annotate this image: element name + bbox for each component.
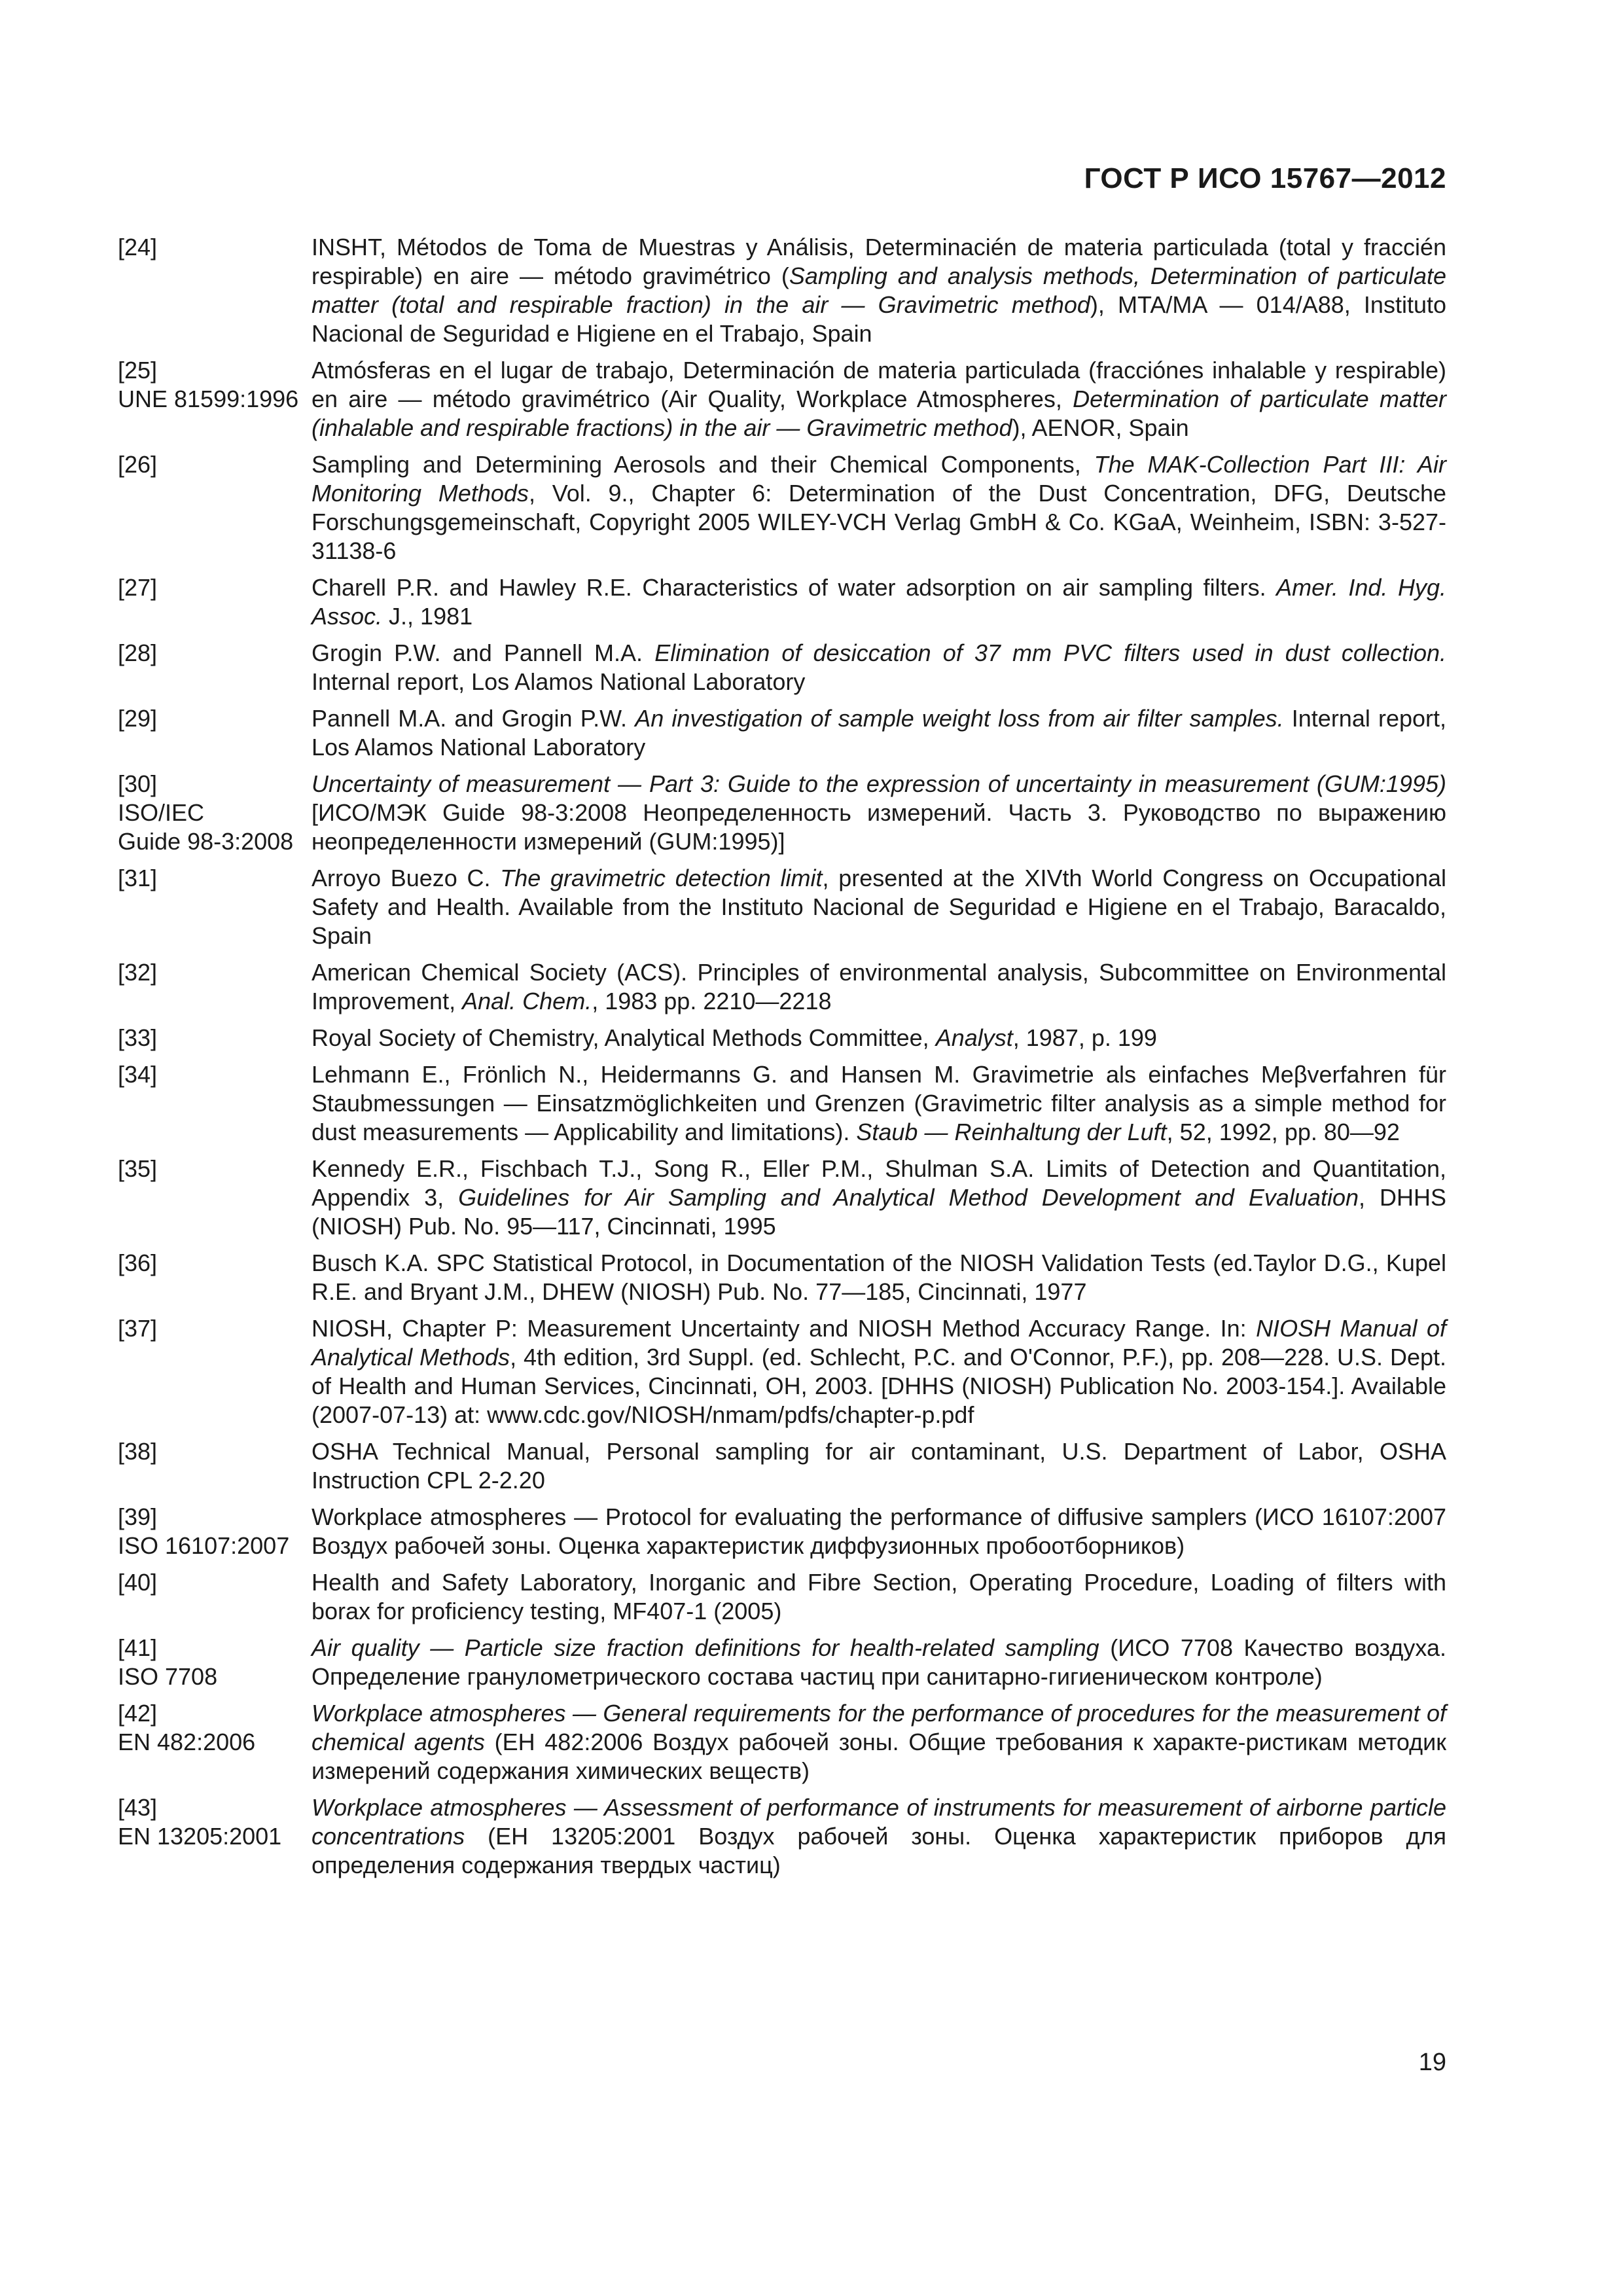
reference-number: [34] <box>118 1061 158 1088</box>
bibliography-entry <box>118 233 1446 348</box>
bibliography-entry <box>118 639 1446 696</box>
bibliography-entry <box>118 356 1446 442</box>
reference-standard-code: ISO 7708 <box>118 1663 218 1690</box>
reference-title-italic: Uncertainty of measurement — Part 3: Guide to the expression of uncertainty in measurement (GUM:1995) <box>312 770 1446 797</box>
bibliography-entry <box>118 958 1446 1016</box>
reference-number: [43] <box>118 1794 158 1821</box>
bibliography-entry <box>118 1024 1446 1052</box>
bibliography-entry <box>118 1314 1446 1429</box>
reference-id <box>118 770 312 856</box>
reference-text-segment: , Vol. 9., Chapter 6: Determination of the Dust Concentration, DFG, Deutsche Forschungsgemeinschaft, Copyright 2005 WILEY-VCH Verlag GmbH & Co. KGaA, Weinheim, ISBN: 3-527-31138-6 <box>312 480 1446 564</box>
bibliography-entry <box>118 1437 1446 1495</box>
reference-text-segment: American Chemical Society (ACS). Principles of environmental analysis, Subcommittee on Environmental Improvement, <box>312 959 1446 1014</box>
reference-text-segment: Royal Society of Chemistry, Analytical Methods Committee, <box>312 1024 936 1051</box>
reference-id <box>118 1503 312 1560</box>
reference-number: [40] <box>118 1569 158 1596</box>
reference-standard-code: UNE 81599:1996 <box>118 386 299 412</box>
reference-text-segment: Workplace atmospheres — Protocol for evaluating the performance of diffusive samplers (ИСО 16107:2007 Воздух рабочей зоны. Оценка характеристик диффузионных пробоотборников) <box>312 1503 1446 1559</box>
bibliography-entry <box>118 1699 1446 1785</box>
reference-id <box>118 639 312 668</box>
reference-text-segment: Busch K.A. SPC Statistical Protocol, in Documentation of the NIOSH Validation Tests (ed.Taylor D.G., Kupel R.E. and Bryant J.M., DHEW (NIOSH) Pub. No. 77—185, Cincinnati, 1977 <box>312 1249 1446 1305</box>
reference-text <box>312 1699 1446 1785</box>
reference-text <box>312 1314 1446 1429</box>
reference-text <box>312 450 1446 565</box>
reference-number: [36] <box>118 1249 158 1276</box>
reference-number: [32] <box>118 959 158 986</box>
reference-id <box>118 1634 312 1691</box>
reference-number: [27] <box>118 574 158 601</box>
reference-number: [39] <box>118 1503 158 1530</box>
reference-standard-code: EN 13205:2001 <box>118 1823 282 1850</box>
reference-text-segment: OSHA Technical Manual, Personal sampling for air contaminant, U.S. Department of Labor, OSHA Instruction CPL 2-2.20 <box>312 1438 1446 1494</box>
reference-id <box>118 704 312 733</box>
reference-number: [24] <box>118 234 158 260</box>
reference-number: [28] <box>118 639 158 666</box>
reference-title-italic: An investigation of sample weight loss from air filter samples. <box>635 705 1284 732</box>
page-number: 19 <box>1418 2049 1446 2076</box>
bibliography-entry <box>118 770 1446 856</box>
reference-text <box>312 356 1446 442</box>
reference-text <box>312 958 1446 1016</box>
reference-text <box>312 770 1446 856</box>
reference-text-segment: Health and Safety Laboratory, Inorganic and Fibre Section, Operating Procedure, Loading of filters with borax for proficiency testing, MF407-1 (2005) <box>312 1569 1446 1624</box>
bibliography-entry <box>118 704 1446 762</box>
reference-title-italic: Amer. Ind. Hyg. Assoc. <box>312 574 1446 630</box>
reference-text <box>312 1437 1446 1495</box>
reference-standard-code: ISO/IEC <box>118 799 205 826</box>
reference-text-segment: Internal report, Los Alamos National Laboratory <box>312 668 806 695</box>
reference-number: [37] <box>118 1315 158 1342</box>
reference-number: [38] <box>118 1438 158 1465</box>
reference-title-italic: Elimination of desiccation of 37 mm PVC filters used in dust collection. <box>654 639 1446 666</box>
reference-text-segment: Internal report, Los Alamos National Laboratory <box>312 705 1447 761</box>
reference-text-segment: (ЕН 13205:2001 Воздух рабочей зоны. Оценка характеристик приборов для определения содержания твердых частиц) <box>312 1823 1446 1878</box>
reference-text-segment: , DHHS (NIOSH) Pub. No. 95—117, Cincinnati, 1995 <box>312 1184 1446 1240</box>
reference-text-segment: Arroyo Buezo C. <box>312 865 501 891</box>
reference-standard-code: Guide 98-3:2008 <box>118 828 294 855</box>
bibliography-entry <box>118 864 1446 950</box>
bibliography-entry <box>118 573 1446 631</box>
reference-number: [41] <box>118 1634 158 1661</box>
reference-text-segment: NIOSH, Chapter P: Measurement Uncertainty and NIOSH Method Accuracy Range. In: <box>312 1315 1257 1342</box>
reference-text-segment: Pannell M.A. and Grogin P.W. <box>312 705 635 732</box>
reference-standard-code: ISO 16107:2007 <box>118 1532 290 1559</box>
reference-id <box>118 1060 312 1089</box>
reference-title-italic: Sampling and analysis methods, Determination of particulate matter (total and respirable fraction) in the air — Gravimetric method <box>312 262 1446 318</box>
reference-text-segment: , 1987, p. 199 <box>1012 1024 1157 1051</box>
reference-id <box>118 1699 312 1757</box>
reference-text <box>312 1568 1446 1626</box>
reference-number: [33] <box>118 1024 158 1051</box>
reference-text <box>312 864 1446 950</box>
reference-text <box>312 1503 1446 1560</box>
reference-text <box>312 1249 1446 1306</box>
reference-title-italic: The gravimetric detection limit <box>500 865 823 891</box>
reference-text <box>312 1155 1446 1241</box>
reference-text-segment: , presented at the XIVth World Congress on Occupational Safety and Health. Available from the Instituto Nacional de Seguridad e Higiene en el Trabajo, Baracaldo, Spain <box>312 865 1446 949</box>
reference-number: [25] <box>118 357 158 384</box>
reference-title-italic: Analyst <box>935 1024 1013 1051</box>
reference-number: [30] <box>118 770 158 797</box>
reference-text-segment: Sampling and Determining Aerosols and their Chemical Components, <box>312 451 1094 478</box>
reference-text <box>312 639 1446 696</box>
reference-text <box>312 1793 1446 1880</box>
bibliography-entry <box>118 1568 1446 1626</box>
reference-text-segment: (ЕН 482:2006 Воздух рабочей зоны. Общие требования к характе-ристикам методик измерений содержания химических веществ) <box>312 1729 1447 1784</box>
bibliography-entry <box>118 1503 1446 1560</box>
reference-number: [29] <box>118 705 158 732</box>
reference-text <box>312 704 1446 762</box>
reference-id <box>118 864 312 893</box>
reference-id <box>118 573 312 602</box>
reference-text <box>312 1024 1446 1052</box>
reference-id <box>118 1437 312 1466</box>
bibliography-entry <box>118 1634 1446 1691</box>
reference-number: [26] <box>118 451 158 478</box>
reference-number: [42] <box>118 1700 158 1727</box>
bibliography-entry <box>118 1793 1446 1880</box>
reference-text-segment: J., 1981 <box>382 603 473 630</box>
reference-id <box>118 1314 312 1343</box>
document-standard-header: ГОСТ Р ИСО 15767—2012 <box>1084 162 1446 194</box>
reference-title-italic: The MAK-Collection Part III: Air Monitoring Methods <box>312 451 1446 507</box>
reference-id <box>118 1155 312 1183</box>
reference-id <box>118 1793 312 1851</box>
reference-title-italic: Staub — Reinhaltung der Luft <box>856 1119 1167 1145</box>
bibliography-list <box>118 233 1446 1888</box>
reference-title-italic: Workplace atmospheres — General requirements for the performance of procedures for the measurement of chemical agents <box>312 1700 1446 1755</box>
reference-number: [31] <box>118 865 158 891</box>
bibliography-entry <box>118 1060 1446 1147</box>
reference-text <box>312 573 1446 631</box>
reference-text-segment: , 1983 pp. 2210—2218 <box>592 988 832 1014</box>
reference-text-segment: , 52, 1992, pp. 80—92 <box>1166 1119 1400 1145</box>
reference-text <box>312 1634 1446 1691</box>
bibliography-entry <box>118 450 1446 565</box>
reference-text-segment: INSHT, Métodos de Toma de Muestras y Análisis, Determinacién de materia particulada (total y fraccién respirable) en aire — método gravimétrico ( <box>312 234 1446 289</box>
bibliography-entry <box>118 1249 1446 1306</box>
reference-title-italic: Workplace atmospheres — Assessment of performance of instruments for measurement of airborne particle concentrations <box>312 1794 1446 1850</box>
reference-title-italic: Determination of particulate matter (inhalable and respirable fractions) in the air — Gravimetric method <box>312 386 1446 441</box>
reference-text <box>312 233 1446 348</box>
reference-title-italic: Guidelines for Air Sampling and Analytical Method Development and Evaluation <box>458 1184 1359 1211</box>
reference-text-segment: Atmósferas en el lugar de trabajo, Determinación de materia particulada (fraccióne﻿s inhalable y respirable) en aire — método gravimétrico (Air Quality, Workplace Atmospheres, <box>312 357 1446 412</box>
reference-text-segment: Lehmann E., Frönlich N., Heidermanns G. and Hansen M. Gravimetrie als einfaches Meβverfahren für Staubmessungen — Einsatzmöglichkeiten und Grenzen (Gravimetric filter analysis as a simple method for dust measurements — Applicability and limitations). <box>312 1061 1446 1145</box>
reference-text-segment: Grogin P.W. and Pannell M.A. <box>312 639 655 666</box>
reference-title-italic: Anal. Chem. <box>462 988 592 1014</box>
bibliography-entry <box>118 1155 1446 1241</box>
reference-id <box>118 233 312 262</box>
reference-text-segment: [ИСО/МЭК Guide 98-3:2008 Неопределенность измерений. Часть 3. Руководство по выражению неопределенности измерений (GUM:1995)] <box>312 799 1446 855</box>
reference-title-italic: NIOSH Manual of Analytical Methods <box>312 1315 1446 1371</box>
reference-id <box>118 1024 312 1052</box>
reference-id <box>118 1568 312 1597</box>
reference-standard-code: EN 482:2006 <box>118 1729 256 1755</box>
reference-id <box>118 450 312 479</box>
reference-text-segment: Charell P.R. and Hawley R.E. Characteristics of water adsorption on air sampling filters. <box>312 574 1277 601</box>
reference-text-segment: , 4th edition, 3rd Suppl. (ed. Schlecht, P.C. and O'Connor, P.F.), pp. 208—228. U.S. Dept. of Health and Human Services, Cincinnati, OH, 2003. [DHHS (NIOSH) Publication No. 2003-154.]. Available (2007-07-13) at: www.cdc.gov/NIOSH/nmam/pdfs/chapter-p.pdf <box>312 1344 1446 1428</box>
reference-text <box>312 1060 1446 1147</box>
reference-id <box>118 1249 312 1278</box>
reference-id <box>118 958 312 987</box>
reference-text-segment: ), AENOR, Spain <box>1012 414 1189 441</box>
reference-text-segment: ), MTA/MA — 014/A88, Instituto Nacional de Seguridad e Higiene en el Trabajo, Spain <box>312 291 1447 347</box>
reference-text-segment: Kennedy E.R., Fischbach T.J., Song R., Eller P.M., Shulman S.A. Limits of Detection and Quantitation, Appendix 3, <box>312 1155 1446 1211</box>
reference-text-segment: (ИСО 7708 Качество воздуха. Определение гранулометрического состава частиц при санитарно-гигиеническом контроле) <box>312 1634 1447 1690</box>
reference-title-italic: Air quality — Particle size fraction definitions for health-related sampling <box>312 1634 1099 1661</box>
reference-id <box>118 356 312 414</box>
reference-number: [35] <box>118 1155 158 1182</box>
